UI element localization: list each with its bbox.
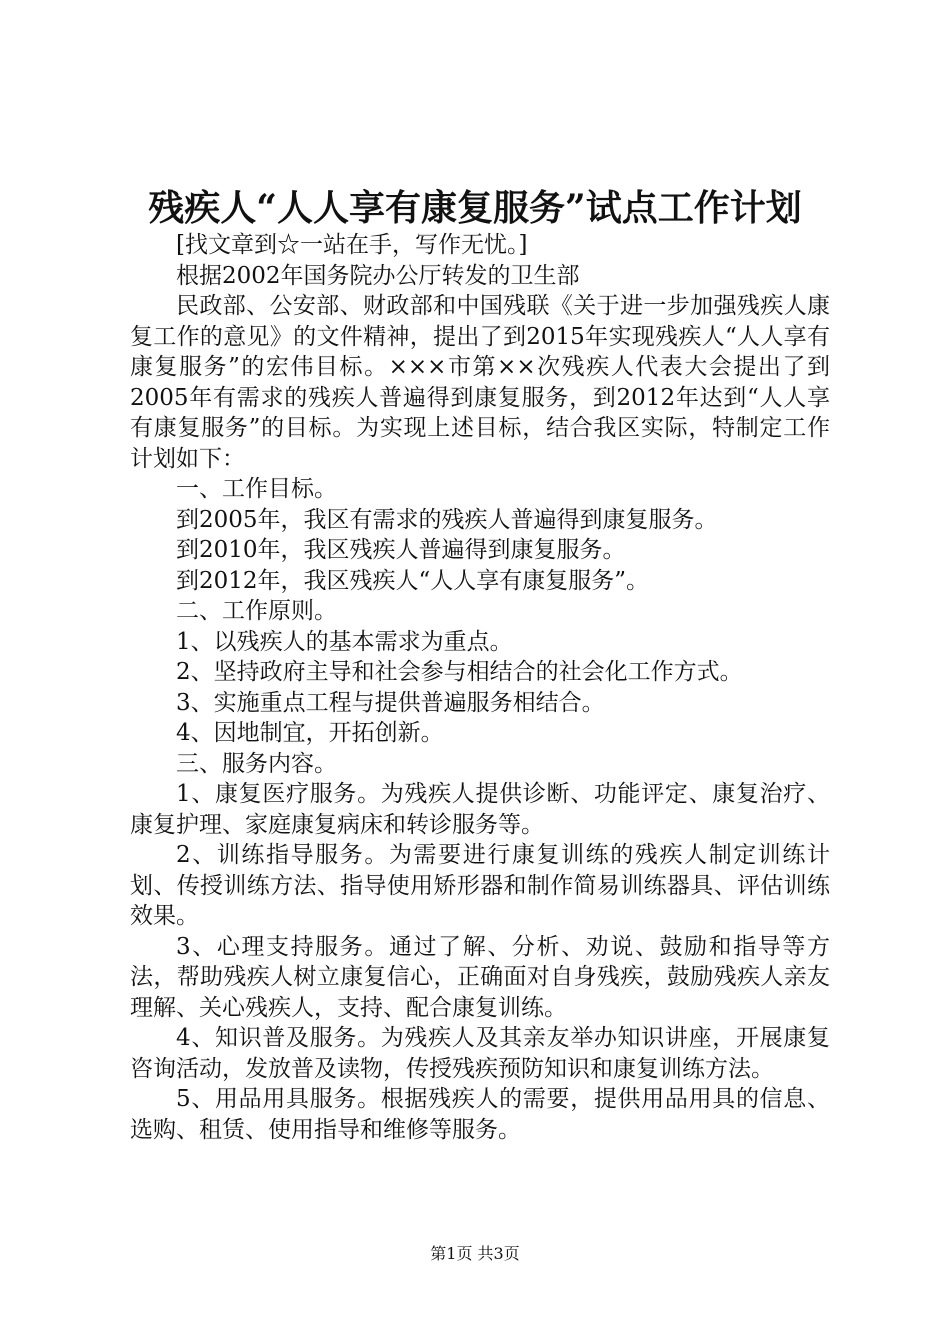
paragraph-background: 民政部、公安部、财政部和中国残联《关于进一步加强残疾人康复工作的意见》的文件精神，提出了到2015年实现残疾人“人人享有康复服务”的宏伟目标。×××市第××次残疾人代表大会提出了到2005年有需求的残疾人普遍得到康复服务，到2012年达到“人人享有康复服务”的目标。为实现上述目标，结合我区实际，特制定工作计划如下：: [130, 293, 830, 472]
heading-work-principles: 二、工作原则。: [176, 598, 337, 624]
document-title: 残疾人“人人享有康复服务”试点工作计划: [148, 187, 802, 229]
paragraph-service-3: 3、心理支持服务。通过了解、分析、劝说、鼓励和指导等方法，帮助残疾人树立康复信心，正确面对自身残疾，鼓励残疾人亲友理解、关心残疾人，支持、配合康复训练。: [130, 933, 830, 1021]
heading-service-content: 三、服务内容。: [176, 750, 337, 777]
paragraph-service-2: 2、训练指导服务。为需要进行康复训练的残疾人制定训练计划、传授训练方法、指导使用矫形器和制作简易训练器具、评估训练效果。: [130, 842, 830, 929]
paragraph-principle-2: 2、坚持政府主导和社会参与相结合的社会化工作方式。: [176, 659, 743, 685]
paragraph-goal-2012: 到2012年，我区残疾人“人人享有康复服务”。: [176, 567, 650, 594]
paragraph-principle-1: 1、以残疾人的基本需求为重点。: [176, 628, 513, 655]
paragraph-goal-2005: 到2005年，我区有需求的残疾人普遍得到康复服务。: [176, 506, 718, 533]
paragraph-service-4: 4、知识普及服务。为残疾人及其亲友举办知识讲座，开展康复咨询活动，发放普及读物，传授残疾预防知识和康复训练方法。: [130, 1025, 830, 1082]
paragraph-goal-2010: 到2010年，我区残疾人普遍得到康复服务。: [176, 537, 626, 563]
paragraph-principle-4: 4、因地制宜，开拓创新。: [176, 720, 444, 746]
paragraph-service-5: 5、用品用具服务。根据残疾人的需要，提供用品用具的信息、选购、租赁、使用指导和维修等服务。: [130, 1086, 830, 1143]
paragraph-service-1: 1、康复医疗服务。为残疾人提供诊断、功能评定、康复治疗、康复护理、家庭康复病床和转诊服务等。: [130, 781, 830, 838]
paragraph-basis-intro: 根据2002年国务院办公厅转发的卫生部: [176, 262, 580, 289]
document-body: [130, 230, 830, 1145]
paragraph-source-note: [找文章到☆一站在手，写作无忧。]: [176, 232, 528, 258]
page-number-footer: 第1页 共3页: [430, 1244, 520, 1263]
paragraph-principle-3: 3、实施重点工程与提供普遍服务相结合。: [176, 689, 605, 716]
heading-work-goals: 一、工作目标。: [176, 476, 337, 502]
